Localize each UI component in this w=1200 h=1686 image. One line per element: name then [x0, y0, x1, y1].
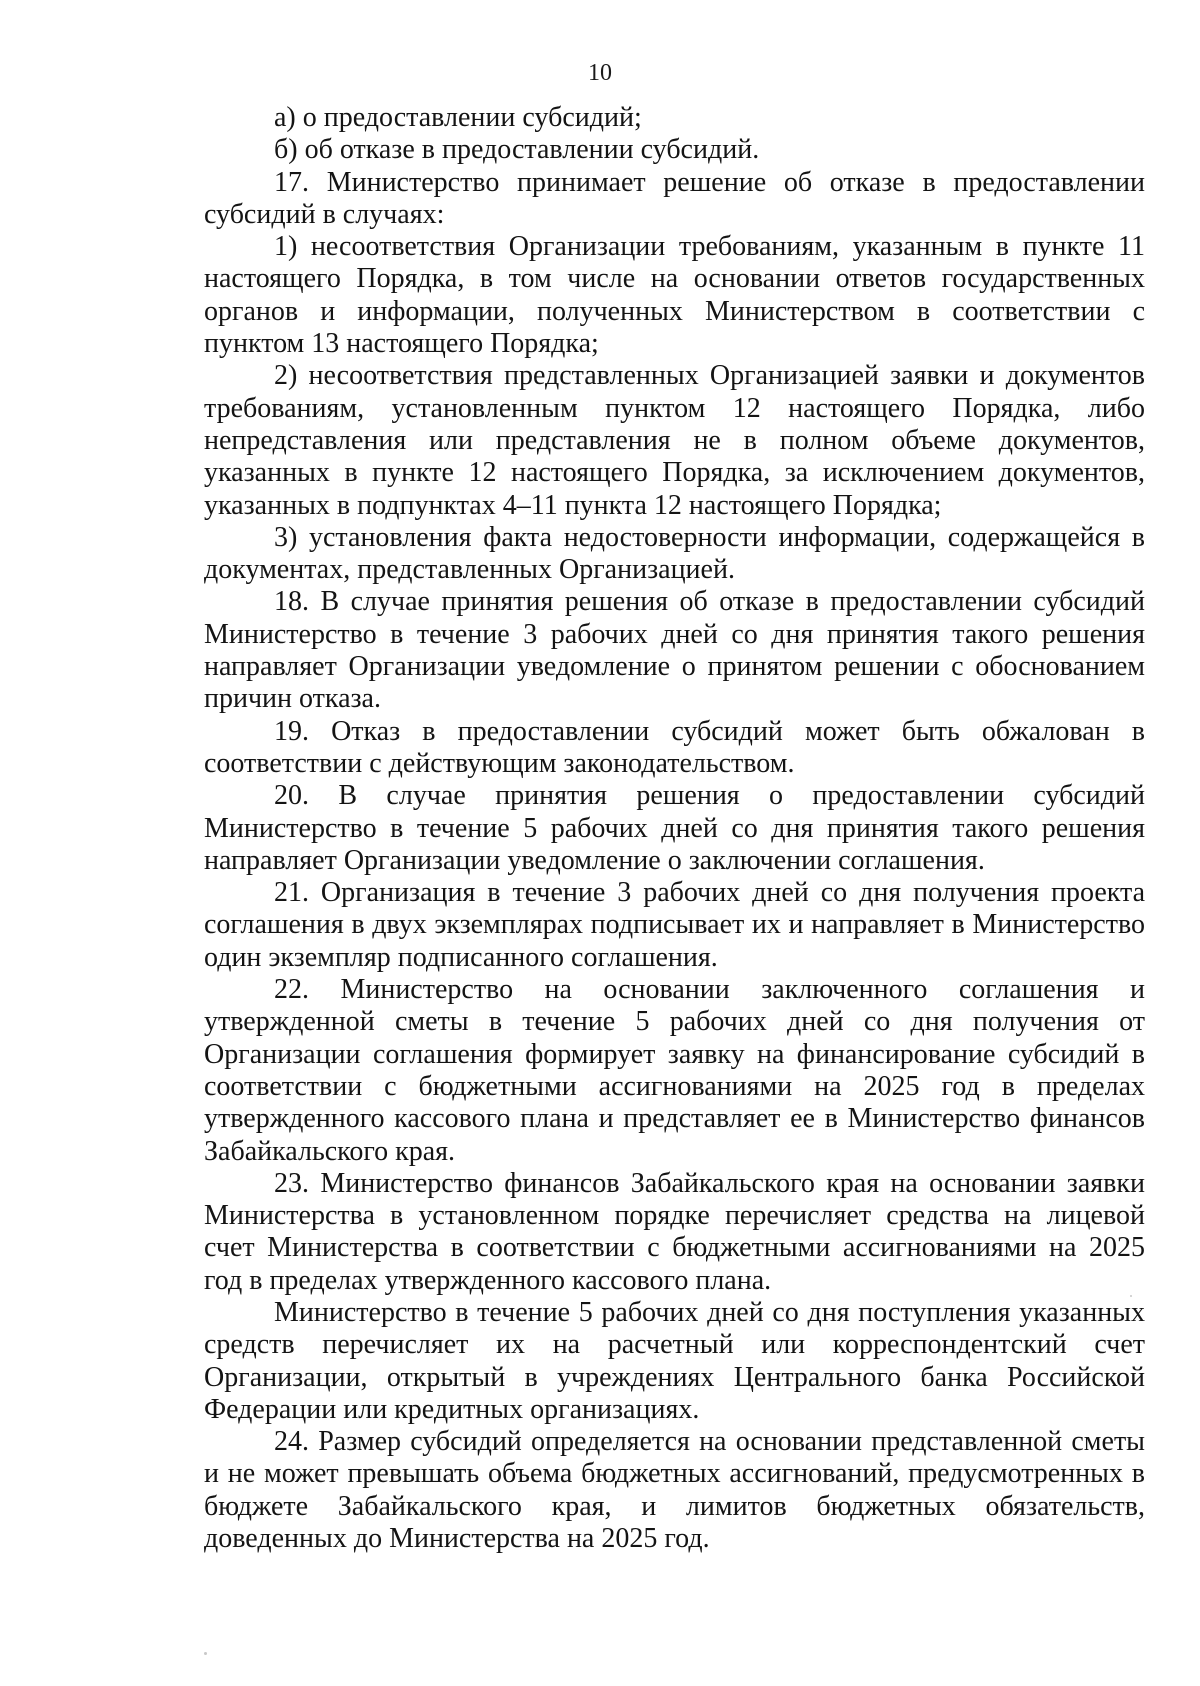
- paragraph-24: 24. Размер субсидий определяется на основании представленной сметы и не может превышать объема бюджетных ассигнований, предусмотренных в бюджете Забайкальского края, и лимитов бюджетных обязательств, доведенных до Министерства на 2025 год.: [204, 1426, 1145, 1555]
- scan-speck: [1130, 1295, 1132, 1297]
- paragraph-21: 21. Организация в течение 3 рабочих дней со дня получения проекта соглашения в двух экземплярах подписывает их и направляет в Министерство один экземпляр подписанного соглашения.: [204, 877, 1145, 973]
- paragraph-17-item-1: 1) несоответствия Организации требованиям, указанным в пункте 11 настоящего Порядка, в том числе на основании ответов государственных органов и информации, полученных Министерством в соответствии с пунктом 13 настоящего Порядка;: [204, 231, 1145, 360]
- paragraph-18: 18. В случае принятия решения об отказе в предоставлении субсидий Министерство в течение 3 рабочих дней со дня принятия такого решения направляет Организации уведомление о принятом решении с обоснованием причин отказа.: [204, 586, 1145, 715]
- paragraph-22: 22. Министерство на основании заключенного соглашения и утвержденной сметы в течение 5 рабочих дней со дня получения от Организации соглашения формирует заявку на финансирование субсидий в соответствии с бюджетными ассигнованиями на 2025 год в пределах утвержденного кассового плана и представляет ее в Министерство финансов Забайкальского края.: [204, 974, 1145, 1167]
- paragraph-17: 17. Министерство принимает решение об отказе в предоставлении субсидий в случаях:: [204, 166, 1145, 230]
- paragraph-23: 23. Министерство финансов Забайкальского края на основании заявки Министерства в установленном порядке перечисляет средства на лицевой счет Министерства в соответствии с бюджетными ассигнованиями на 2025 год в пределах утвержденного кассового плана.: [204, 1167, 1145, 1296]
- paragraph-17-item-2: 2) несоответствия представленных Организацией заявки и документов требованиям, установленным пунктом 12 настоящего Порядка, либо непредставления или представления не в полном объеме документов, указанных в пункте 12 настоящего Порядка, за исключением документов, указанных в подпунктах 4–11 пункта 12 настоящего Порядка;: [204, 360, 1145, 521]
- scan-speck: [204, 1652, 207, 1655]
- page-number: 10: [588, 60, 612, 86]
- paragraph-b: б) об отказе в предоставлении субсидий.: [274, 134, 760, 166]
- paragraph-23-continued: Министерство в течение 5 рабочих дней со дня поступления указанных средств перечисляет их на расчетный или корреспондентский счет Организации, открытый в учреждениях Центрального банка Российской Федерации или кредитных организациях.: [204, 1296, 1145, 1425]
- document-body: [204, 102, 1145, 1555]
- paragraph-20: 20. В случае принятия решения о предоставлении субсидий Министерство в течение 5 рабочих дней со дня принятия такого решения направляет Организации уведомление о заключении соглашения.: [204, 780, 1145, 876]
- paragraph-17-item-3: 3) установления факта недостоверности информации, содержащейся в документах, представленных Организацией.: [204, 521, 1145, 586]
- paragraph-a: а) о предоставлении субсидий;: [274, 102, 642, 133]
- paragraph-19: 19. Отказ в предоставлении субсидий может быть обжалован в соответствии с действующим законодательством.: [204, 715, 1145, 779]
